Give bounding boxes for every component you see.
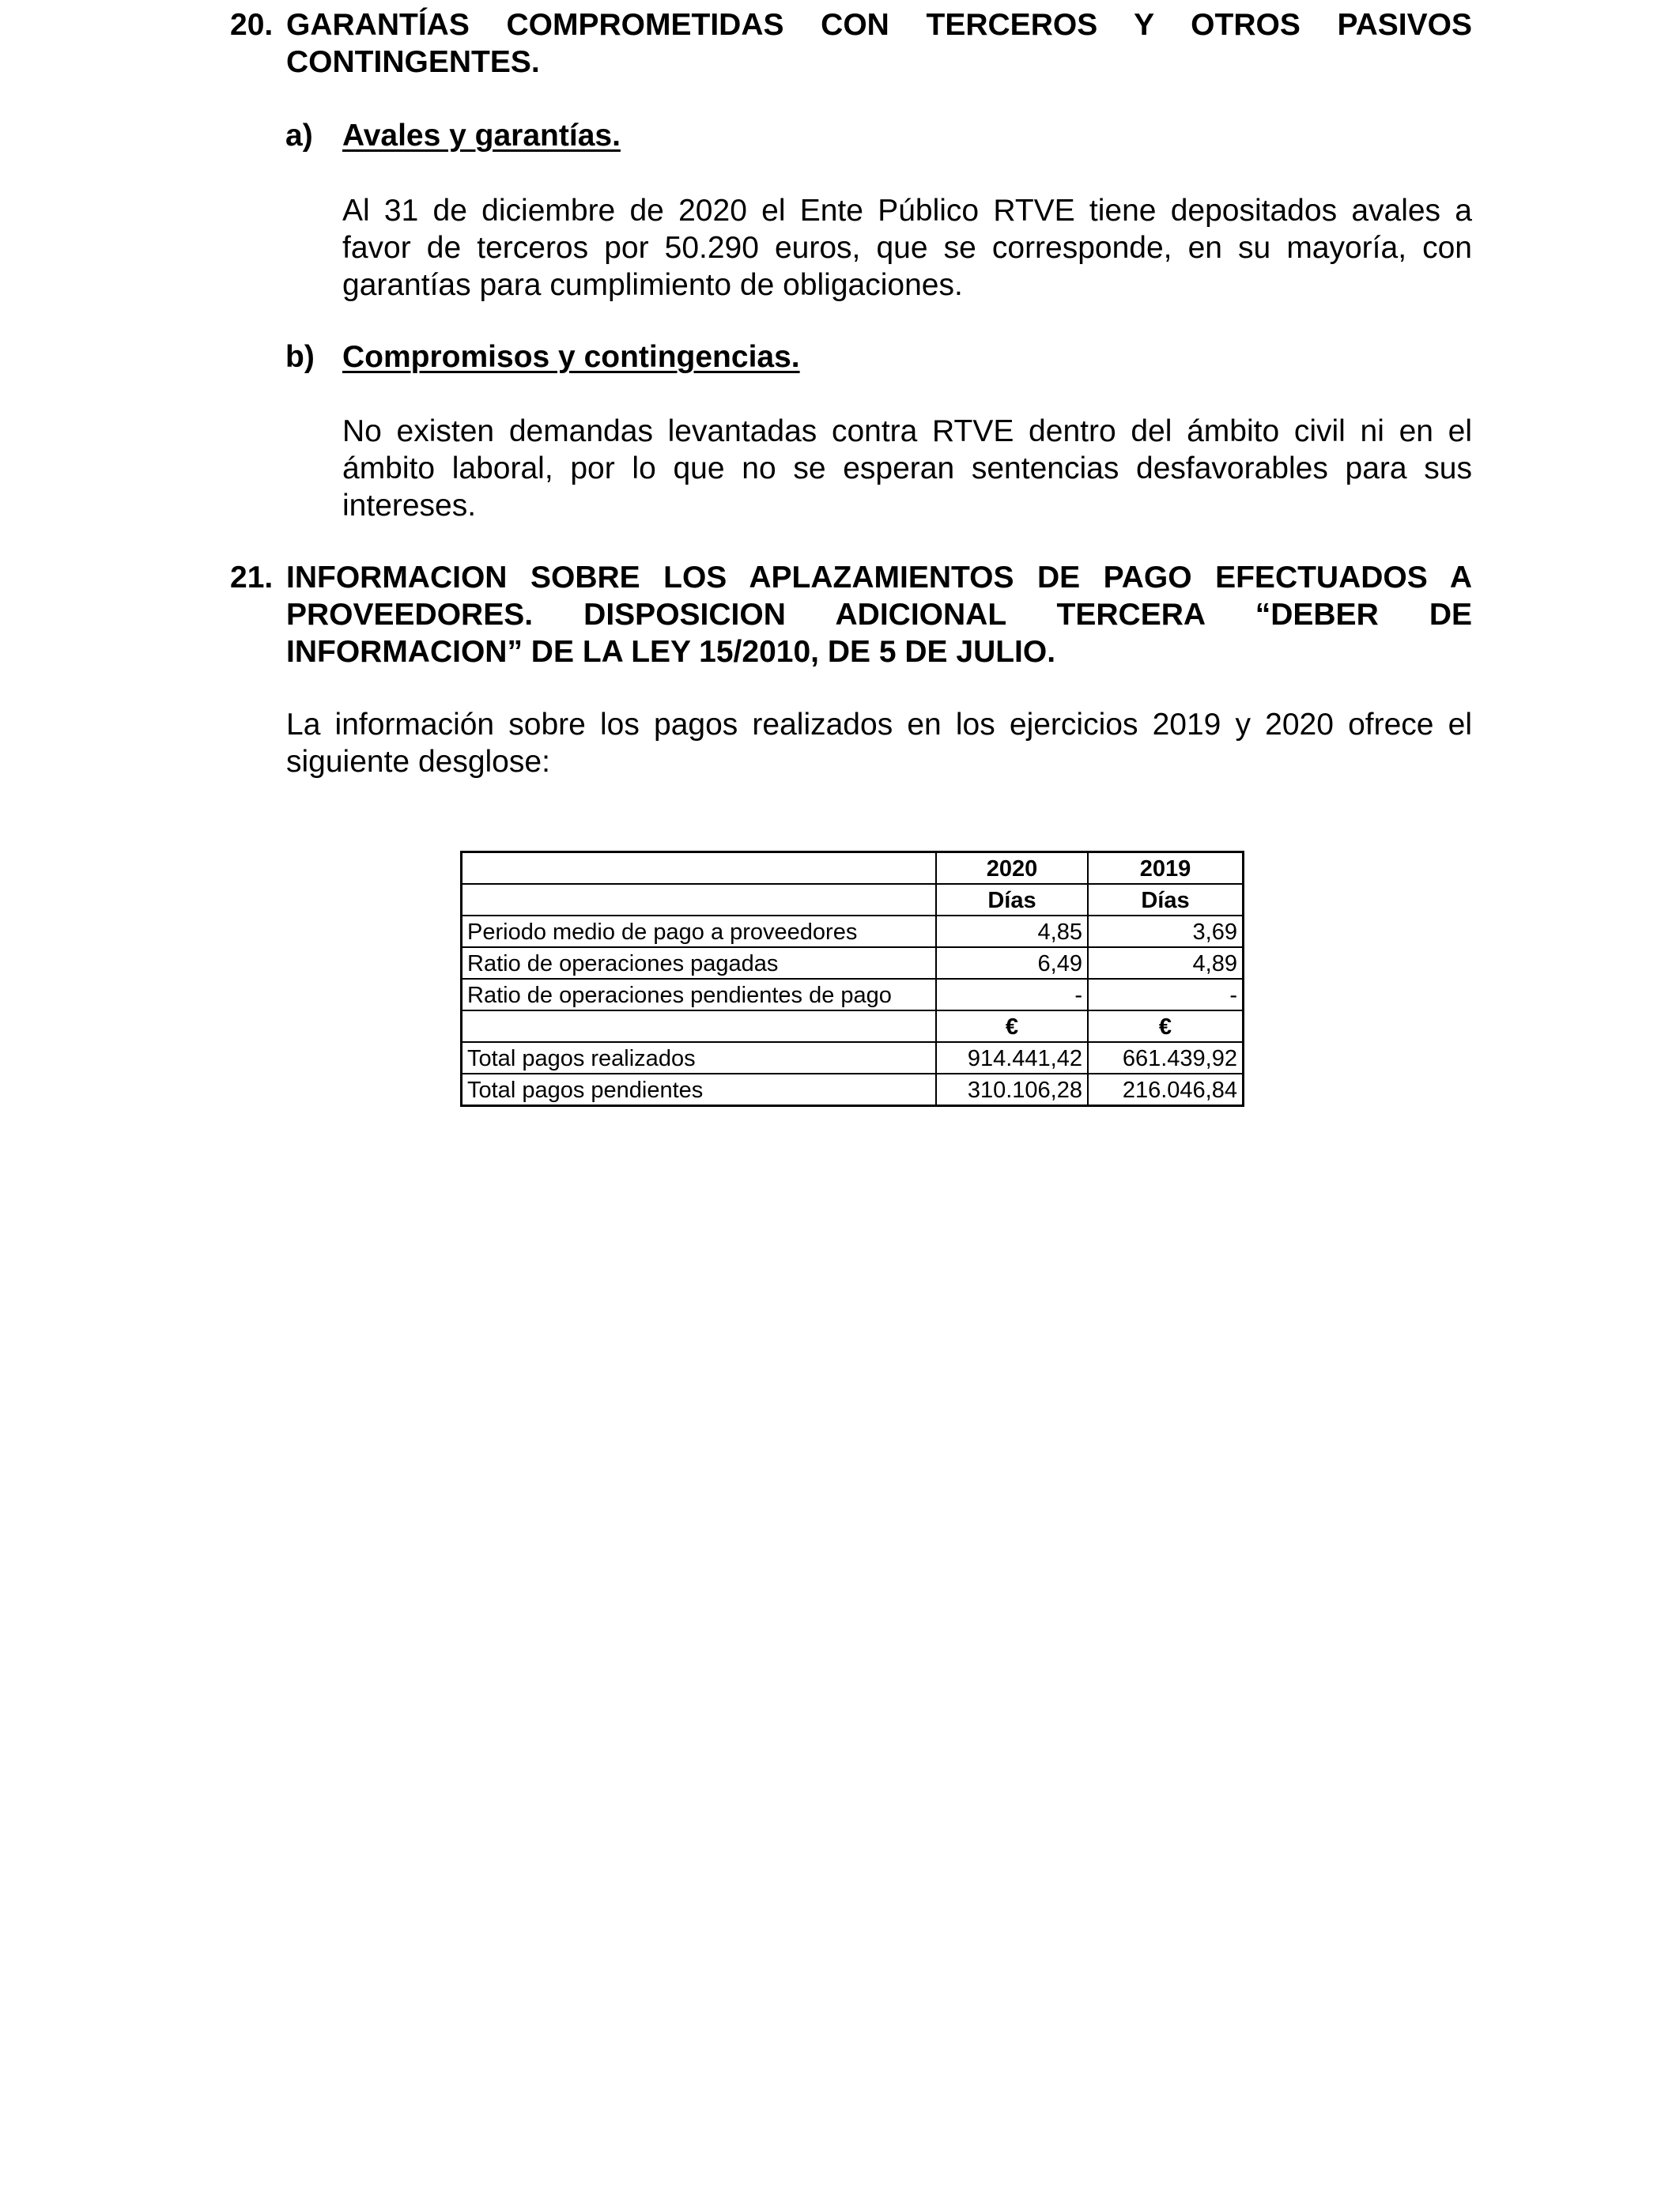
subsection-b-line-3: intereses. — [342, 489, 477, 523]
subsection-b-line-1: No existen demandas levantadas contra RTVE dentro del ámbito civil ni en el — [342, 414, 1472, 448]
row-label: Total pagos realizados — [462, 1042, 937, 1074]
subsection-a-line-1: Al 31 de diciembre de 2020 el Ente Público RTVE tiene depositados avales a — [342, 194, 1472, 228]
unit-days-2019: Días — [1088, 884, 1244, 916]
row-value-2019: 3,69 — [1088, 916, 1244, 947]
table-row — [462, 1042, 1244, 1074]
row-value-2020: 310.106,28 — [936, 1074, 1088, 1106]
column-header-2020: 2020 — [936, 852, 1088, 885]
table-header-empty-cell — [462, 852, 937, 885]
subsection-a-line-2: favor de terceros por 50.290 euros, que se corresponde, en su mayoría, con — [342, 231, 1472, 265]
table-unit-days-row — [462, 884, 1244, 916]
row-value-2019: 216.046,84 — [1088, 1074, 1244, 1106]
row-label: Ratio de operaciones pagadas — [462, 947, 937, 979]
section-21-title-line-1: INFORMACION SOBRE LOS APLAZAMIENTOS DE PAGO EFECTUADOS A — [286, 561, 1472, 595]
table-unit-empty-cell — [462, 884, 937, 916]
table-header-row — [462, 852, 1244, 885]
subsection-a-letter: a) — [285, 119, 313, 153]
unit-days-2020: Días — [936, 884, 1088, 916]
row-value-2020: 4,85 — [936, 916, 1088, 947]
section-21-title-line-3: INFORMACION” DE LA LEY 15/2010, DE 5 DE JULIO. — [286, 635, 1056, 669]
column-header-2019: 2019 — [1088, 852, 1244, 885]
section-20-heading — [230, 6, 1472, 81]
subsection-b-paragraph — [342, 413, 1472, 524]
row-value-2019: - — [1088, 979, 1244, 1010]
subsection-a-line-3: garantías para cumplimiento de obligaciones. — [342, 268, 963, 302]
row-value-2020: - — [936, 979, 1088, 1010]
section-20-number: 20. — [230, 8, 274, 42]
section-21-title-line-2: PROVEEDORES. DISPOSICION ADICIONAL TERCERA “DEBER DE — [286, 598, 1472, 632]
section-21-intro-line-1: La información sobre los pagos realizados en los ejercicios 2019 y 2020 ofrece el — [286, 708, 1472, 742]
subsection-a-paragraph — [342, 192, 1472, 304]
section-20-title-line-2: CONTINGENTES. — [286, 45, 540, 79]
subsection-b-title: Compromisos y contingencias. — [342, 340, 800, 374]
payments-table — [460, 851, 1244, 1107]
subsection-b-line-2: ámbito laboral, por lo que no se esperan sentencias desfavorables para sus — [342, 451, 1472, 485]
table-unit-euro-row — [462, 1010, 1244, 1042]
row-label: Total pagos pendientes — [462, 1074, 937, 1106]
section-21-number: 21. — [230, 561, 274, 595]
table-row — [462, 1074, 1244, 1106]
row-value-2019: 661.439,92 — [1088, 1042, 1244, 1074]
table-unit-empty-cell — [462, 1010, 937, 1042]
section-20-title-line-1: GARANTÍAS COMPROMETIDAS CON TERCEROS Y OTROS PASIVOS — [286, 8, 1472, 42]
unit-euro-2020: € — [936, 1010, 1088, 1042]
row-value-2020: 6,49 — [936, 947, 1088, 979]
row-value-2020: 914.441,42 — [936, 1042, 1088, 1074]
subsection-a-title: Avales y garantías. — [342, 119, 621, 153]
unit-euro-2019: € — [1088, 1010, 1244, 1042]
row-label: Ratio de operaciones pendientes de pago — [462, 979, 937, 1010]
section-21-heading — [230, 559, 1472, 670]
row-label: Periodo medio de pago a proveedores — [462, 916, 937, 947]
section-21-intro-line-2: siguiente desglose: — [286, 745, 550, 779]
table-row — [462, 979, 1244, 1010]
subsection-b-letter: b) — [285, 340, 315, 374]
table-row — [462, 947, 1244, 979]
row-value-2019: 4,89 — [1088, 947, 1244, 979]
table-row — [462, 916, 1244, 947]
section-21-intro — [286, 706, 1472, 780]
